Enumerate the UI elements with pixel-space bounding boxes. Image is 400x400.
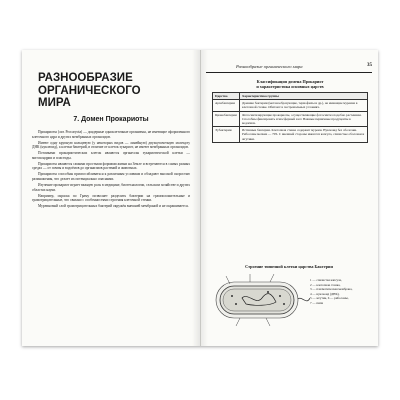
section-title: 7. Домен Прокариоты <box>73 116 149 123</box>
book-spread <box>22 50 378 346</box>
chapter-title <box>38 72 158 110</box>
pilus <box>266 318 270 326</box>
ribosome <box>235 303 237 305</box>
chapter-title-line2: ОРГАНИЧЕСКОГО МИРА <box>38 84 141 109</box>
kingdom-table <box>212 92 368 143</box>
ribosome <box>231 295 233 297</box>
right-page <box>200 50 378 346</box>
pilus <box>236 318 240 326</box>
legend-item: 7 — пили <box>310 300 324 305</box>
table-row <box>213 111 368 127</box>
ribosome <box>279 295 281 297</box>
legend-item: 2 — клеточная стенка, <box>310 282 341 287</box>
book-spine <box>192 50 208 346</box>
kingdom-name: Цианобактерии <box>213 111 240 127</box>
table-title <box>210 79 370 89</box>
kingdom-name: Эубактерии <box>213 127 240 143</box>
table-header-cell: Царство <box>213 93 240 100</box>
running-title: Разнообразие органического мира <box>236 64 303 69</box>
paragraph: Прокариоты способны приспосабливаться к различным условиям и обладают высокой скоростью размножения, что делает их потенциально опасными. <box>32 172 190 182</box>
paragraph: Потомками прокариотических клеток являются органеллы эукариотической клетки — митохондрии и пластиды. <box>32 151 190 160</box>
ribosome <box>283 303 285 305</box>
legend-item: 3 — плазматическая мембрана, <box>310 287 353 292</box>
paragraph: Имеют одну крупную кольцевую (у некоторых видов — линейную) двухцепочечную молекулу ДНК (нуклеоид), а клетки бактерий, в отличие от клеток эукариот, не имеют мембранных органоидов. <box>32 140 190 150</box>
legend-item: 4 — нуклеоид (ДНК), <box>310 291 340 296</box>
table-title-line1: Классификация домена Прокариот <box>256 79 324 84</box>
bacterial-cell-diagram <box>210 272 310 330</box>
diagram-title: Строение типичной клетки царства Бактерии <box>245 264 333 269</box>
table-header-row <box>213 93 368 100</box>
paragraph: Муреиновый слой грамотрицательных бактерий окружён внешней мембраной и не окрашивается. <box>38 204 189 209</box>
kingdom-description: Древние бактерии (метанообразующие, термофилы и др.), не имеющие муреина в клеточной стенке. Обитают в экстремальных условиях. <box>240 100 368 111</box>
paragraph: Прокариоты являются самыми простыми формами жизни на Земле и встречаются в самых разных средах — от почвы и водоёмов до организмов растений и животных. <box>32 161 190 171</box>
kingdom-name: Архебактерии <box>213 100 240 111</box>
legend-item: 5 — жгутик, 6 — рибосомы, <box>310 296 349 301</box>
ribosome <box>267 291 269 293</box>
kingdom-description: Истинные бактерии. Клеточная стенка содержит муреин. Нуклеоид без оболочки. Рибосомы мелкие — 70S. С внешней стороны имеются капсула, слизистые оболочки и жгутики. <box>240 127 368 143</box>
chapter-title-line1: РАЗНООБРАЗИЕ <box>38 72 133 84</box>
plasma-membrane <box>223 289 291 311</box>
left-page-text <box>32 130 190 340</box>
left-page <box>22 50 201 346</box>
kingdom-description: Фотосинтезирующие прокариоты, осуществляющие фотосинтез подобно растениям. Способны фиксировать атмосферный азот. Важные первичные продуценты в водоёмах. <box>240 111 368 127</box>
legend-item: 1 — слизистая капсула, <box>310 278 342 282</box>
pilus <box>270 274 274 282</box>
page-number: 35 <box>367 63 372 68</box>
table-header-cell: Характеристика группы <box>240 93 368 100</box>
diagram-legend <box>310 278 372 306</box>
table-row <box>213 127 368 143</box>
table-row <box>213 100 368 111</box>
table-title-line2: и характеристика основных царств <box>256 84 324 89</box>
running-header <box>206 63 372 73</box>
paragraph: Изучение прокариот играет важную роль в медицине, биотехнологии, сельском хозяйстве и других областях науки. <box>32 182 191 192</box>
paragraph: Прокариоты (лат. Procaryota) — доядерные одноклеточные организмы, не имеющие оформленного клеточного ядра и других мембранных органоидов. <box>32 130 190 139</box>
paragraph: Например, окраска по Граму позволяет разделить бактерии на грамположительные и грамотрицательные, что связано с особенностями строения клеточной стенки. <box>32 193 190 203</box>
